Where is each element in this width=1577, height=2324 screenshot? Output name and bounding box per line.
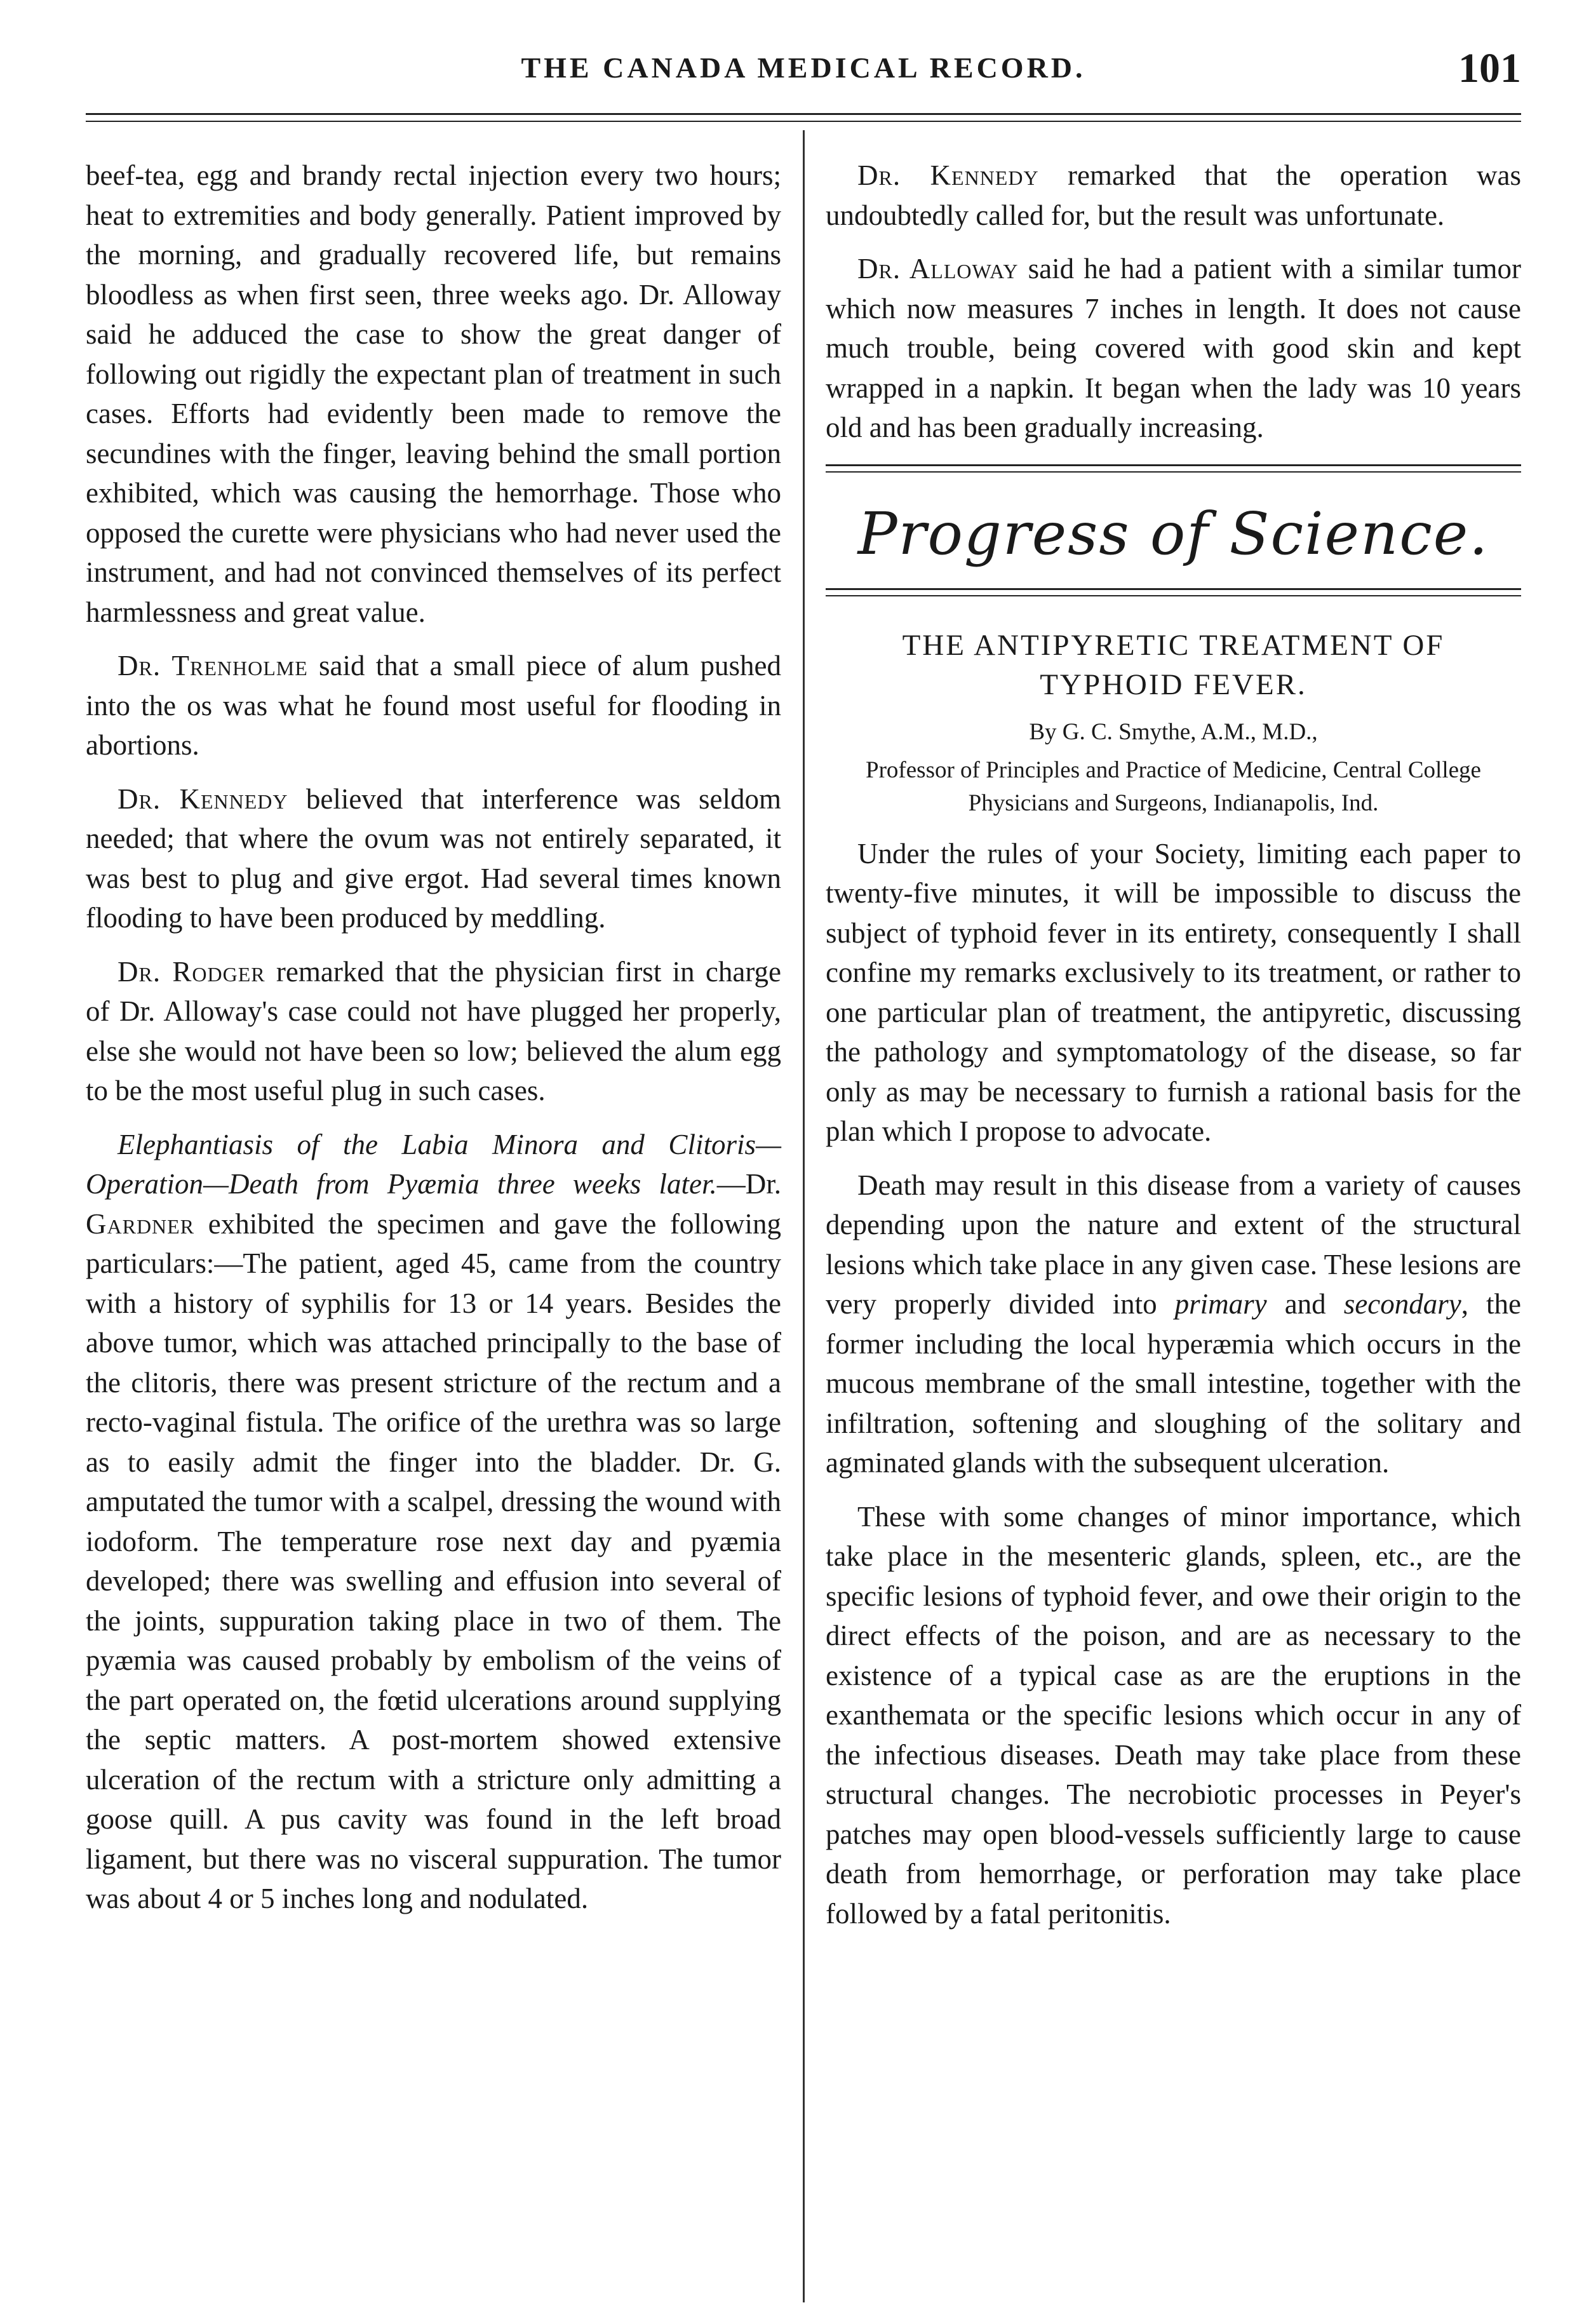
- speaker-name: Dr. Trenholme: [117, 650, 308, 682]
- paragraph: beef-tea, egg and brandy rectal injection every two hours; heat to extremities and body generally. Patient improved by the morning, and gradually recovered life, but remains bloodless as when first seen, three weeks ago. Dr. Alloway said he adduced the case to show the great danger of following out rigidly the expectant plan of treatment in such cases. Efforts had evidently been made to remove the secundines with the finger, leaving behind the small portion exhibited, which was causing the hemorrhage. Those who opposed the curette were physicians who had never used the instrument, and had not convinced themselves of its perfect harmlessness and great value.: [86, 159, 781, 628]
- paragraph: These with some changes of minor importance, which take place in the mesenteric glands, spleen, etc., are the specific lesions of typhoid fever, and owe their origin to the direct effects of the poison, and are as necessary to the existence of a typical case as are the eruptions in the exanthemata or the specific lesions which occur in any of the infectious diseases. Death may take place from these structural changes. The necrobiotic processes in Peyer's patches may open blood-vessels sufficiently large to cause death from hemorrhage, or perforation may take place followed by a fatal peritonitis.: [826, 1500, 1521, 1930]
- speaker-name: Dr. Kennedy: [857, 159, 1039, 191]
- department-title: Progress of Science.: [857, 499, 1489, 568]
- journal-title: THE CANADA MEDICAL RECORD.: [521, 51, 1086, 84]
- paragraph-text: remarked that the operation was undoubtedly called for, but the result was unfortunate.: [826, 159, 1522, 231]
- paragraph-text: exhibited the specimen and gave the following particulars:—The patient, aged 45, came from the country with a history of syphilis for 13 or 14 years. Besides the above tumor, which was attached principally to the base of the clitoris, there was present stricture of the rectum and a recto-vaginal fistula. The orifice of the urethra was so large as to easily admit the finger into the bladder. Dr. G. amputated the tumor with a scalpel, dressing the wound with iodoform. The temperature rose next day and pyæmia developed; there was swelling and effusion into several of the joints, suppuration taking place in two of them. The pyæmia was caused probably by embolism of the veins of the part operated on, the fœtid ulcerations around supplying the septic matters. A post-mortem showed extensive ulceration of the rectum with a stricture only admitting a goose quill. A pus cavity was found in the left broad ligament, but there was no visceral suppuration. The tumor was about 4 or 5 inches long and nodulated.: [86, 1207, 781, 1914]
- running-header: [86, 44, 1521, 102]
- speaker-name: Dr. Rodger: [117, 955, 265, 988]
- header-rule-top: [86, 113, 1521, 115]
- section-rule: [826, 595, 1521, 596]
- paragraph: [86, 952, 781, 1111]
- paragraph-text: said he had a patient with a similar tumor which now measures 7 inches in length. It does not cause much trouble, being covered with good skin and kept wrapped in a napkin. It began when the lady was 10 years old and has been gradually increasing.: [826, 253, 1522, 443]
- page-number: 101: [1458, 45, 1521, 91]
- speaker-name: Dr. Alloway: [857, 253, 1019, 285]
- paragraph-text: —Dr.: [716, 1168, 781, 1200]
- paragraph-text: , the former including the local hyperæmia which occurs in the mucous membrane of the small intestine, together with the infiltration, softening and sloughing of the solitary and agminated glands with the subsequent ulceration.: [826, 1288, 1521, 1479]
- section-rule: [826, 464, 1521, 466]
- paragraph: [826, 249, 1521, 448]
- paragraph-text: Death may result in this disease from a variety of causes depending upon the nature and extent of the structural lesions which take place in any given case. These lesions are very properly divided into: [826, 1169, 1521, 1320]
- case-title: Elephantiasis of the Labia Minora and Clitoris—Operation—Death from Pyæmia three weeks later.: [86, 1128, 781, 1200]
- section-rules-top: [826, 464, 1521, 473]
- paragraph: Under the rules of your Society, limiting each paper to twenty-five minutes, it will be impossible to discuss the subject of typhoid fever in its entirety, consequently I shall confine my remarks exclusively to its treatment, or rather to one particular plan of treatment, the antipyretic, discussing the pathology and symptomatology of the disease, so far only as may be necessary to furnish a rational basis for the plan which I propose to advocate.: [826, 837, 1521, 1147]
- paragraph: [826, 1165, 1521, 1483]
- paragraph: [86, 646, 781, 765]
- column-divider: [803, 130, 805, 2302]
- section-rule: [826, 588, 1521, 590]
- left-column: [86, 156, 781, 1933]
- paragraph: [826, 156, 1521, 235]
- paragraph: [86, 1125, 781, 1919]
- article-byline: By G. C. Smythe, A.M., M.D.,: [1029, 718, 1318, 745]
- speaker-name: Dr. Kennedy: [117, 783, 288, 815]
- paragraph-text: remarked that the physician first in charge of Dr. Alloway's case could not have plugged her properly, else she would not have been so low; believed the alum egg to be the most useful plug in such cases.: [86, 955, 781, 1106]
- speaker-name: Gardner: [86, 1207, 195, 1240]
- emphasis-secondary: secondary: [1343, 1288, 1461, 1320]
- author-affiliation: Professor of Principles and Practice of Medicine, Central College Physicians and Surgeons, Indianapolis, Ind.: [866, 756, 1481, 816]
- emphasis-primary: primary: [1174, 1288, 1267, 1320]
- section-rule: [826, 471, 1521, 473]
- section-rules-bottom: [826, 588, 1521, 596]
- paragraph-text: said that a small piece of alum pushed into the os was what he found most useful for flooding in abortions.: [86, 650, 781, 761]
- paragraph-text: and: [1266, 1288, 1344, 1320]
- header-rule-bottom: [86, 121, 1521, 122]
- paragraph: [86, 779, 781, 938]
- article-title: THE ANTIPYRETIC TREATMENT OF TYPHOID FEVER.: [902, 628, 1445, 701]
- right-column: [826, 156, 1521, 1947]
- paragraph-text: believed that interference was seldom needed; that where the ovum was not entirely separated, it was best to plug and give ergot. Had several times known flooding to have been produced by meddling.: [86, 783, 781, 934]
